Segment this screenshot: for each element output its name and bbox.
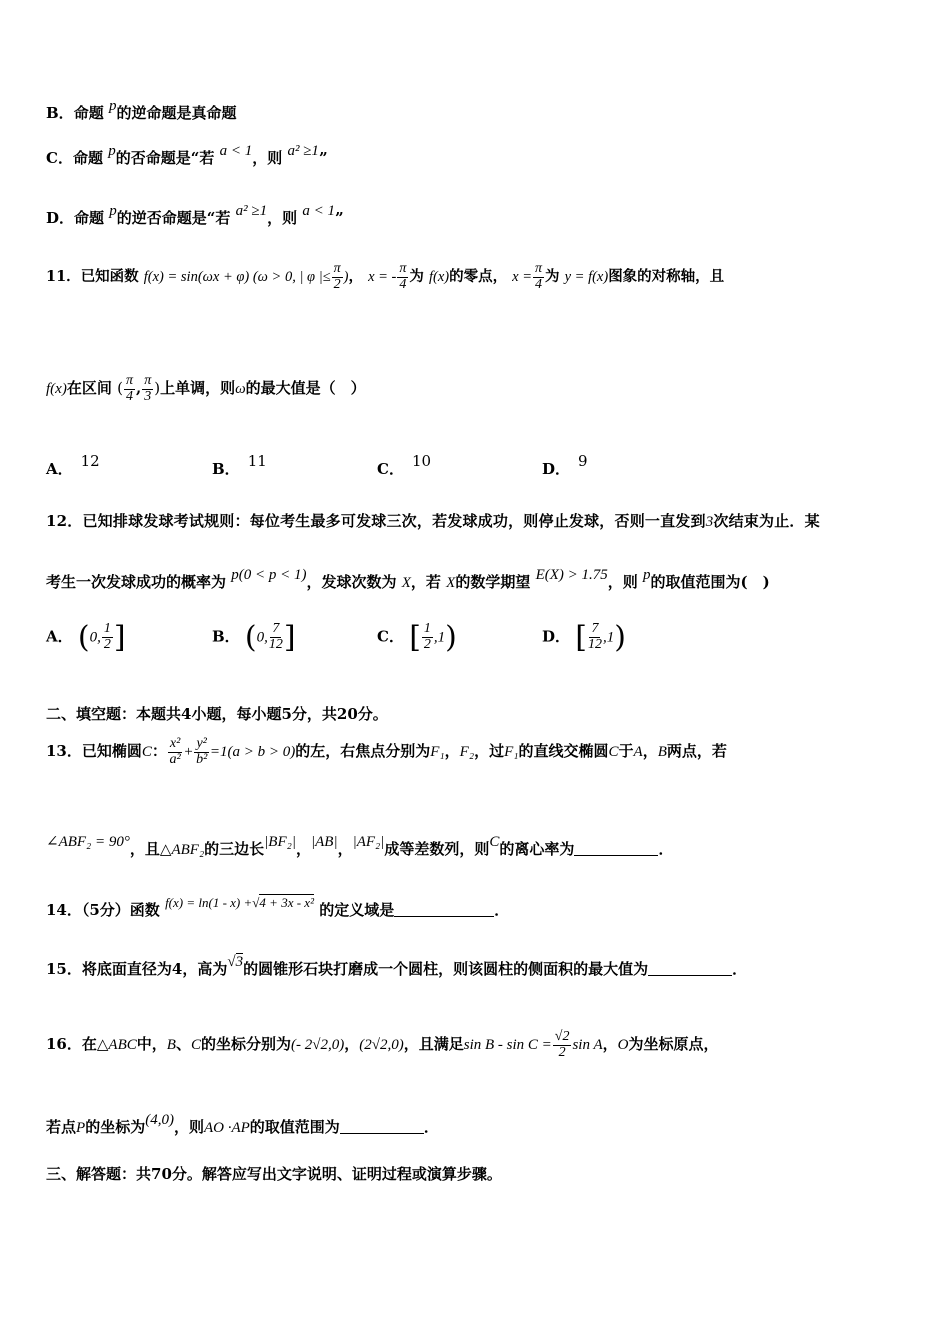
- math: A: [633, 744, 643, 761]
- text: 的坐标分别为: [200, 1035, 291, 1054]
- text: 、: [175, 1035, 191, 1054]
- math-fraction: [124, 374, 135, 404]
- text: ．: [732, 960, 748, 978]
- q13-stem-line2: [46, 834, 910, 859]
- numerator: 7: [591, 621, 599, 637]
- option-value: 12: [80, 452, 100, 470]
- q11-option-a: [46, 452, 100, 479]
- denominator: b²: [196, 751, 208, 767]
- text: 的最大值是（ ）: [245, 379, 366, 398]
- numerator: π: [399, 261, 407, 276]
- numerator: π: [125, 373, 133, 388]
- question-number: 13．: [46, 742, 82, 761]
- math-fraction: [397, 262, 408, 292]
- option-label: D．: [46, 209, 75, 227]
- text: ，: [337, 840, 353, 858]
- math: p: [643, 567, 651, 583]
- text: 成等差数列，则: [384, 840, 490, 858]
- denominator: 2: [558, 1044, 566, 1060]
- math-condition: a² ≥1: [235, 203, 268, 219]
- q14-stem: [46, 895, 910, 920]
- q12-stem-line1: [46, 510, 910, 531]
- text: ，则: [252, 149, 283, 167]
- option-label: B．: [46, 104, 74, 122]
- math: △ABC: [96, 1037, 137, 1054]
- math-radicand: 3: [235, 954, 244, 970]
- math: X: [401, 575, 411, 591]
- math: P: [76, 1120, 86, 1136]
- text: 的直线交椭圆: [518, 742, 609, 761]
- math: E(X) > 1.75: [535, 567, 608, 583]
- math-fraction: [533, 262, 544, 292]
- math: f(x): [428, 269, 450, 286]
- sqrt-sign: √: [227, 954, 236, 970]
- text: 的圆锥形石块打磨成一个圆柱，则该圆柱的侧面积的最大值为: [243, 960, 649, 978]
- text: ．: [658, 840, 674, 858]
- math: (2√2,0): [359, 1037, 404, 1054]
- math-fraction: [102, 622, 113, 652]
- q16-stem-line1: [46, 1030, 910, 1060]
- option-label: D．: [542, 460, 571, 478]
- math: ): [343, 269, 349, 286]
- q11-option-c: [377, 452, 432, 479]
- math-p: p: [108, 98, 117, 114]
- question-number: 11．: [46, 268, 81, 286]
- math-fraction: [422, 622, 433, 652]
- q12-stem-line2: [46, 567, 910, 592]
- q12-option-d: D． [ $\frac{7}{12}$ ,1): [542, 620, 626, 655]
- option-value: 9: [578, 452, 588, 470]
- q11-stem-line1: 11．已知函数 f(x) = sin(ωx + φ) (ω > 0, | φ |≤ $\frac{\pi}{2}$ )， x = - $\frac{\pi}{4}$ 为 f(x)的零点， x = $\frac{\pi}{4}$ 为 y = f(x)图象的对称轴，且: [46, 261, 725, 292]
- math: 0,: [89, 629, 101, 646]
- numerator: y²: [196, 736, 207, 751]
- text: 考生一次发球成功的概率为: [46, 573, 227, 591]
- text: 将底面直径为4，高为: [81, 960, 228, 978]
- text: 于: [618, 742, 634, 761]
- numerator: 7: [272, 621, 280, 637]
- math: ,1: [433, 629, 446, 646]
- denominator: 4: [535, 276, 543, 292]
- math-condition: a < 1: [219, 143, 253, 159]
- denominator: 12: [587, 637, 602, 652]
- math-fraction: [194, 737, 208, 767]
- text: ，则: [173, 1118, 204, 1136]
- math: △ABF₂: [159, 842, 205, 858]
- option-label: D．: [542, 627, 571, 646]
- text: 若点: [46, 1118, 77, 1136]
- math: |AF₂|: [352, 834, 385, 850]
- math: sin A: [572, 1037, 603, 1054]
- option-label: B．: [212, 460, 240, 478]
- q12-option-b: B． (0, $\frac{7}{12}$ ]: [212, 620, 296, 655]
- text: ．: [494, 901, 510, 919]
- text: ，则: [267, 209, 298, 227]
- option-label: C．: [377, 460, 404, 478]
- text: 中，: [136, 1035, 167, 1054]
- math: |BF₂|: [264, 834, 296, 850]
- text: ，若: [410, 573, 441, 591]
- option-value: 11: [247, 452, 267, 470]
- section-heading-fill-in: 二、填空题：本题共4小题，每小题5分，共20分。: [46, 705, 388, 723]
- text: ．: [423, 1118, 439, 1136]
- math-fraction: [332, 262, 343, 292]
- math-conclusion: a < 1: [302, 203, 335, 219]
- math: C: [190, 1037, 201, 1054]
- numerator: π: [535, 261, 543, 276]
- text: 的取值范围为: [249, 1118, 340, 1136]
- math-conclusion: a² ≥1: [287, 143, 319, 159]
- q10-option-b: [46, 98, 910, 123]
- math: 3: [705, 514, 714, 530]
- math-p: p: [109, 203, 117, 219]
- math: ω: [235, 381, 246, 398]
- denominator: 2: [103, 637, 111, 652]
- question-number: 15．: [46, 960, 82, 978]
- text: ”: [318, 149, 328, 167]
- math: y = f(x): [564, 269, 609, 286]
- math-fraction: [553, 1030, 572, 1060]
- text: 命题: [73, 104, 104, 122]
- math: O: [617, 1037, 629, 1054]
- text: 的数学期望: [455, 573, 531, 591]
- text: 命题: [72, 149, 103, 167]
- option-label: C．: [46, 149, 73, 167]
- text: 次结束为止．某: [713, 512, 820, 530]
- q11-stem-line2: f(x)在区间 ( $\frac{\pi}{4}$ , $\frac{\pi}{3}$ )上单调，则ω的最大值是（ ）: [46, 373, 366, 404]
- text: 的定义域是: [319, 901, 395, 919]
- math-fraction: [168, 737, 182, 767]
- text: 的左，右焦点分别为: [295, 742, 431, 761]
- question-number: 12．: [46, 512, 83, 530]
- text: ：: [151, 742, 167, 761]
- q13-stem-line1: 13．已知椭圆C： $\frac{\text{x²}}{\text{a²}}$ + $\frac{\text{y²}}{\text{b²}}$ =1(a > b > 0)的左，右焦点分别为F₁，F₂，过F₁的直线交椭圆C于A，B两点，若: [46, 736, 727, 767]
- denominator: 4: [399, 276, 407, 292]
- text: ”: [335, 209, 344, 227]
- text: 两点，若: [666, 742, 727, 761]
- text: 已知函数: [80, 268, 139, 286]
- text: 图象的对称轴，且: [608, 268, 725, 286]
- option-label: A．: [46, 460, 73, 478]
- text: ，: [642, 742, 658, 761]
- question-number: 14．: [46, 901, 82, 919]
- text: 为: [409, 268, 424, 286]
- math: (- 2√2,0): [291, 1037, 345, 1054]
- text: 在区间: [66, 379, 112, 398]
- math-p: p: [108, 143, 116, 159]
- text: ，且满足: [403, 1035, 464, 1054]
- math: F₂: [459, 744, 475, 761]
- q10-option-c: [46, 143, 910, 168]
- numerator: π: [333, 261, 341, 276]
- text: （5分）函数: [81, 901, 160, 919]
- text: ，: [344, 1035, 360, 1054]
- math: ,1: [602, 629, 615, 646]
- numerator: 1: [103, 621, 111, 637]
- math-fraction: [588, 622, 602, 652]
- text: 的逆否命题是“若: [116, 209, 231, 227]
- math-function: f(x) = sin(ωx + φ) (ω > 0, | φ |≤: [143, 269, 331, 286]
- numerator: √2: [554, 1029, 570, 1044]
- q12-option-a: A． (0, $\frac{1}{2}$ ]: [46, 620, 126, 655]
- math: C: [141, 744, 152, 761]
- option-label: C．: [377, 627, 404, 646]
- q11-option-d: [542, 452, 588, 479]
- denominator: 3: [144, 388, 152, 404]
- denominator: 4: [125, 388, 133, 404]
- answer-blank[interactable]: [394, 902, 494, 917]
- math-radicand: 4 + 3x - x²: [259, 895, 314, 910]
- text: 的逆命题是真命题: [116, 104, 237, 122]
- section-heading-solutions: 三、解答题：共70分。解答应写出文字说明、证明过程或演算步骤。: [46, 1165, 502, 1183]
- text: 已知椭圆: [81, 742, 142, 761]
- denominator: 2: [333, 276, 341, 292]
- numerator: 1: [423, 621, 431, 637]
- math: F₁: [430, 744, 445, 761]
- denominator: 12: [268, 637, 283, 652]
- text: 为坐标原点，: [628, 1035, 719, 1054]
- text: 命题: [74, 209, 105, 227]
- q11-option-b: [212, 452, 267, 479]
- q16-stem-line2: [46, 1112, 910, 1137]
- numerator: x²: [169, 736, 181, 751]
- text: 的取值范围为( ): [650, 573, 770, 591]
- math: B: [657, 744, 667, 761]
- text: ，: [295, 840, 311, 858]
- option-label: B．: [212, 627, 240, 646]
- q10-option-d: [46, 203, 910, 228]
- answer-blank[interactable]: [574, 841, 658, 856]
- math: p(0 < p < 1): [231, 567, 307, 583]
- math: B: [166, 1037, 176, 1054]
- answer-blank[interactable]: [648, 961, 732, 976]
- math: ∠ABF₂ = 90°: [46, 834, 130, 850]
- text: 在: [81, 1035, 97, 1054]
- text: ，: [602, 1035, 618, 1054]
- math: f(x) = ln(1 - x) +: [165, 895, 253, 910]
- math: x = -: [368, 269, 397, 286]
- option-value: 10: [411, 452, 432, 470]
- math: F₁: [504, 744, 519, 761]
- numerator: π: [144, 373, 152, 388]
- text: 的坐标为: [85, 1118, 146, 1136]
- math-fraction: [142, 374, 153, 404]
- math: |AB|: [311, 834, 338, 850]
- text: 为: [545, 268, 560, 286]
- math: C: [608, 744, 619, 761]
- question-number: 16．: [46, 1035, 82, 1054]
- option-label: A．: [46, 627, 73, 646]
- text: ，则: [607, 573, 638, 591]
- denominator: 2: [423, 637, 431, 652]
- answer-blank[interactable]: [340, 1119, 424, 1134]
- math-fraction: [269, 622, 283, 652]
- text: ，: [444, 742, 460, 761]
- text: 的离心率为: [499, 840, 575, 858]
- math: (4,0): [145, 1112, 174, 1128]
- text: ，且: [129, 840, 160, 858]
- q15-stem: [46, 954, 910, 979]
- text: ，过: [474, 742, 505, 761]
- text: 上单调，则: [160, 379, 236, 398]
- text: 的否命题是“若: [115, 149, 215, 167]
- math: C: [489, 834, 500, 850]
- text: ，发球次数为: [306, 573, 397, 591]
- math: f(x): [46, 381, 67, 398]
- math: x =: [512, 269, 533, 286]
- text: 已知排球发球考试规则：每位考生最多可发球三次，若发球成功，则停止发球，否则一直发到: [82, 512, 706, 530]
- denominator: a²: [169, 751, 181, 767]
- math: X: [446, 575, 456, 591]
- math: =1(a > b > 0): [209, 744, 296, 761]
- math: 0,: [256, 629, 268, 646]
- text: 的零点，: [449, 268, 508, 286]
- sqrt-sign: √: [252, 895, 260, 910]
- text: 的三边长: [204, 840, 265, 858]
- math: sin B - sin C =: [463, 1037, 552, 1054]
- q12-option-c: C． [ $\frac{1}{2}$ ,1): [377, 620, 457, 655]
- math: AO ·AP: [203, 1120, 250, 1136]
